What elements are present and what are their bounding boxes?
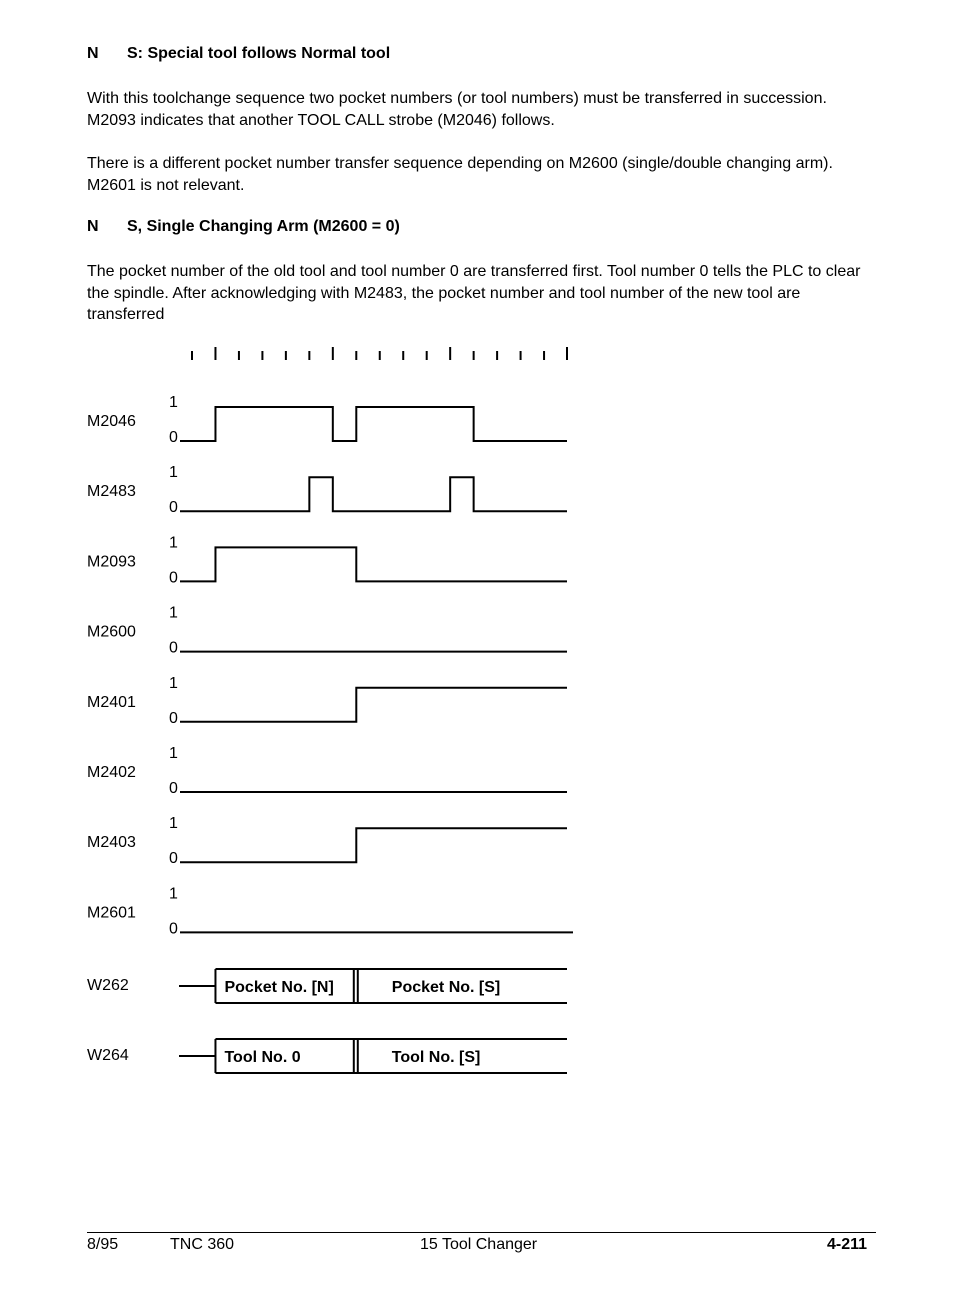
level-high-label: 1 [169,604,178,622]
signal-row-m2483 [87,464,567,516]
paragraph-sequence: The pocket number of the old tool and tool number 0 are transferred first. Tool number 0 tells the PLC to clear the spindle. After acknowledging with M2483, the pocket number and tool number of the new tool are transferred [87,263,861,323]
word-value-first: Pocket No. [N] [224,979,334,996]
time-scale [192,347,567,360]
signal-name: M2600 [87,623,136,641]
paragraph-m2600: There is a different pocket number transfer sequence depending on M2600 (single/double changing arm). M2601 is not relevant. [87,155,833,194]
level-high-label: 1 [169,815,178,833]
level-high-label: 1 [169,674,178,692]
signal-row-m2601 [87,885,573,937]
signal-trace [180,828,567,862]
signal-trace [180,407,567,441]
level-low-label: 0 [169,639,178,657]
level-low-label: 0 [169,850,178,868]
word-name: W262 [87,977,129,994]
word-value-second: Pocket No. [S] [391,979,501,996]
signal-name: M2601 [87,904,136,922]
footer-date: 8/95 [87,1236,119,1253]
level-low-label: 0 [169,499,178,517]
signal-row-m2046 [87,394,567,446]
level-low-label: 0 [169,569,178,587]
word-traces [87,969,567,1073]
signal-row-m2403 [87,815,567,867]
word-row-w264 [87,1039,567,1073]
word-name: W264 [87,1047,129,1064]
signal-name: M2403 [87,834,136,852]
signal-row-m2600 [87,605,567,657]
paragraph-intro: With this toolchange sequence two pocket numbers (or tool numbers) must be transferred in succession. M2093 indicates that another TOOL CALL strobe (M2046) follows. [87,90,827,129]
level-high-label: 1 [169,394,178,411]
signal-row-m2402 [87,745,567,797]
signal-name: M2093 [87,553,136,571]
signal-name: M2046 [87,413,136,430]
signal-name: M2401 [87,693,136,711]
level-high-label: 1 [169,534,178,552]
signal-trace [180,688,567,722]
footer-chapter: 15 Tool Changer [420,1236,538,1253]
word-value-first: Tool No. 0 [224,1049,301,1066]
level-high-label: 1 [169,464,178,482]
footer-product: TNC 360 [170,1236,235,1253]
signal-name: M2483 [87,483,136,501]
word-value-second: Tool No. [S] [391,1049,481,1066]
word-row-w262 [87,969,567,1003]
signal-row-m2401 [87,675,567,727]
signal-trace [180,477,567,511]
level-high-label: 1 [169,885,178,903]
footer-page-number: 4-211 [827,1236,868,1253]
heading-text: S, Single Changing Arm (M2600 = 0) [127,218,400,235]
signal-trace [180,547,567,581]
signal-row-m2093 [87,534,567,586]
level-low-label: 0 [169,780,178,797]
signal-traces [87,394,573,937]
level-low-label: 0 [169,709,178,727]
signal-name: M2402 [87,764,136,781]
heading-text: S: Special tool follows Normal tool [127,45,391,62]
level-low-label: 0 [169,429,178,446]
level-low-label: 0 [169,920,178,938]
level-high-label: 1 [169,745,178,762]
heading-prefix: N [87,218,99,235]
heading-prefix: N [87,45,99,62]
footer-rule [87,1232,876,1233]
